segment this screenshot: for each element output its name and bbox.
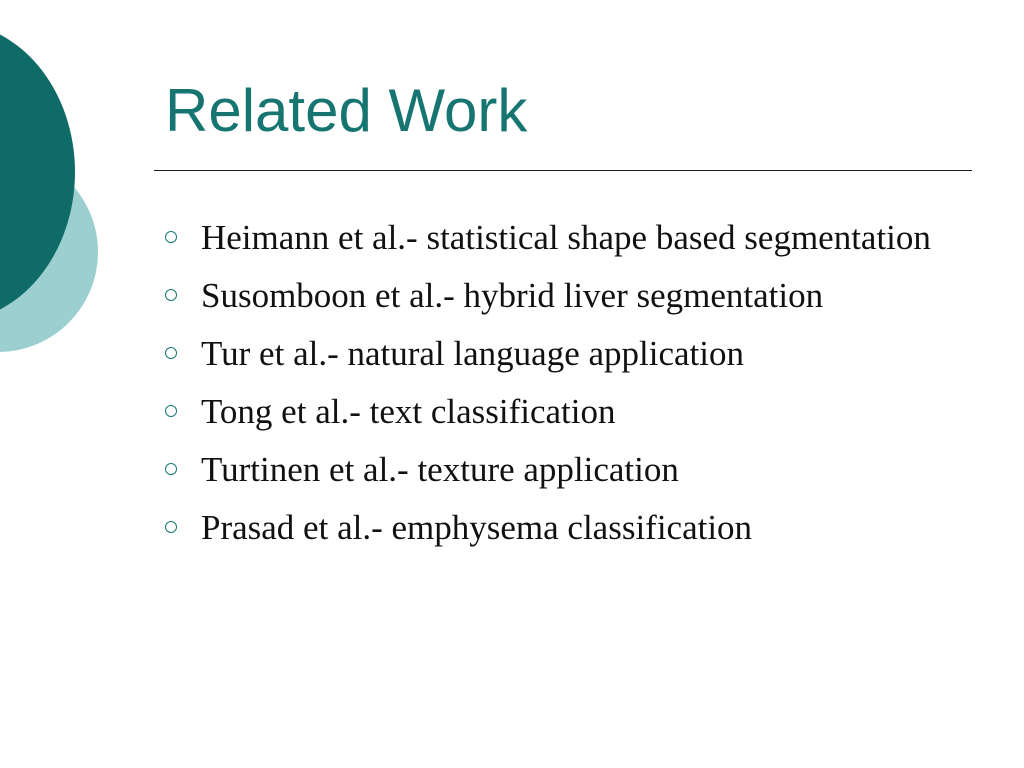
hollow-circle-bullet-icon	[165, 463, 177, 475]
bullet-item	[165, 446, 965, 494]
bullet-list	[165, 214, 965, 562]
bullet-text: Tur et al.- natural language application	[201, 334, 744, 373]
bullet-text: Turtinen et al.- texture application	[201, 450, 679, 489]
hollow-circle-bullet-icon	[165, 521, 177, 533]
title-divider	[154, 170, 972, 171]
bullet-item	[165, 214, 965, 262]
bullet-item	[165, 388, 965, 436]
hollow-circle-bullet-icon	[165, 405, 177, 417]
hollow-circle-bullet-icon	[165, 289, 177, 301]
bullet-text: Heimann et al.- statistical shape based segmentation	[201, 218, 931, 257]
slide-title: Related Work	[165, 77, 528, 144]
bullet-text: Tong et al.- text classification	[201, 392, 616, 431]
bullet-item	[165, 330, 965, 378]
bullet-item	[165, 504, 965, 552]
hollow-circle-bullet-icon	[165, 231, 177, 243]
bullet-text: Prasad et al.- emphysema classification	[201, 508, 753, 547]
bullet-text: Susomboon et al.- hybrid liver segmentation	[201, 276, 824, 315]
hollow-circle-bullet-icon	[165, 347, 177, 359]
bullet-item	[165, 272, 965, 320]
